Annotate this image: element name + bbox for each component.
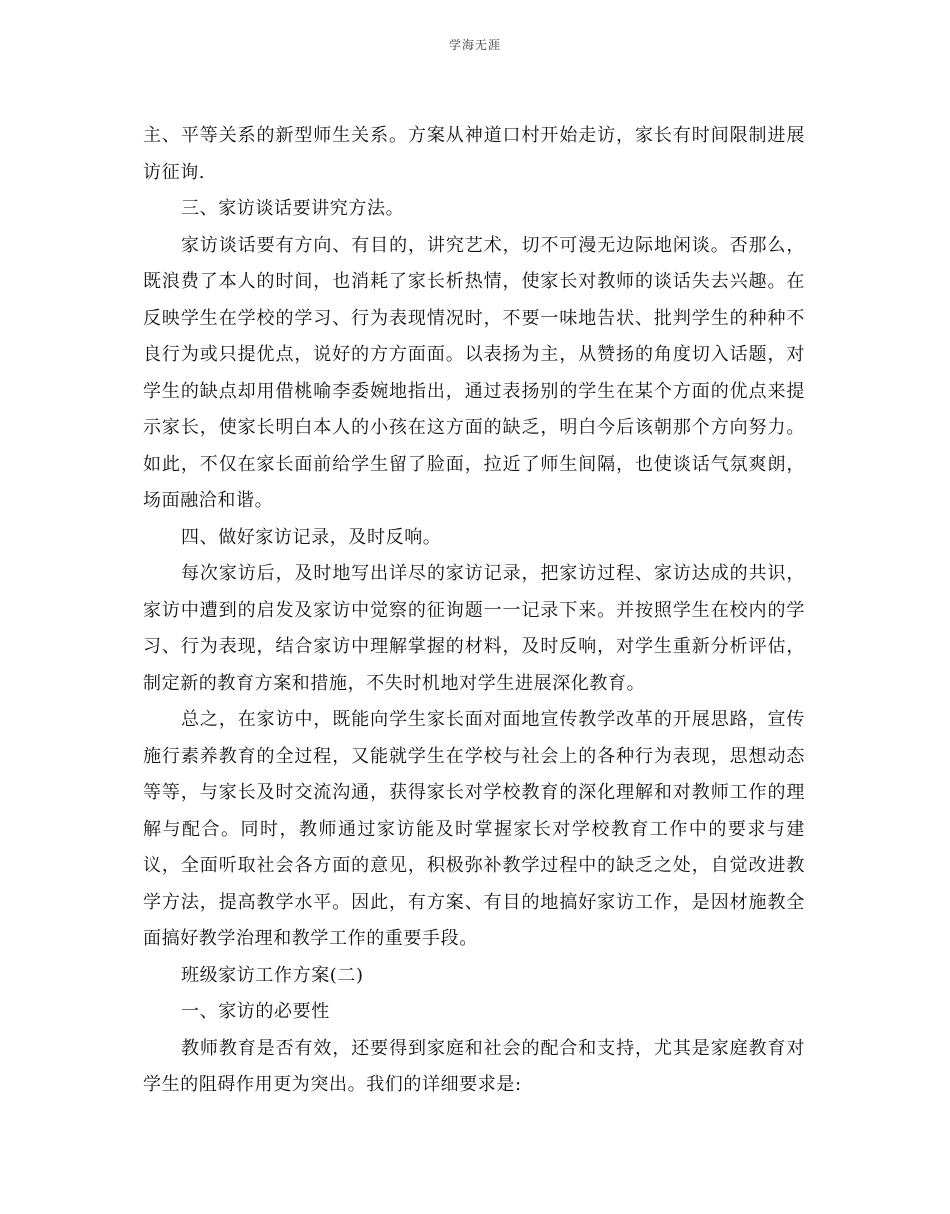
page-header: 学海无涯 bbox=[448, 38, 501, 52]
document-subtitle: 班级家访工作方案(二) bbox=[181, 964, 364, 986]
section-heading-1: 一、家访的必要性 bbox=[181, 1001, 330, 1022]
paragraph-9: 教师教育是否有效，还要得到家庭和社会的配合和支持，尤其是家庭教育对学生的阻碍作用更为突出。我们的详细要求是: bbox=[143, 1037, 805, 1095]
section-heading-3: 三、家访谈话要讲究方法。 bbox=[181, 198, 405, 219]
document-body bbox=[143, 118, 805, 1104]
paragraph-5: 每次家访后，及时地写出详尽的家访记录，把家访过程、家访达成的共识，家访中遭到的启发及家访中觉察的征询题一一记录下来。并按照学生在校内的学习、行为表现，结合家访中理解掌握的材料，及时反响，对学生重新分析评估，制定新的教育方案和措施，不失时机地对学生进展深化教育。 bbox=[143, 563, 805, 694]
paragraph-1: 主、平等关系的新型师生关系。方案从神道口村开始走访，家长有时间限制进展访征询. bbox=[143, 125, 805, 183]
paragraph-3: 家访谈话要有方向、有目的，讲究艺术，切不可漫无边际地闲谈。否那么，既浪费了本人的时间，也消耗了家长析热情，使家长对教师的谈话失去兴趣。在反映学生在学校的学习、行为表现情况时，不要一味地告状、批判学生的种种不良行为或只提优点，说好的方方面面。以表扬为主，从赞扬的角度切入话题，对学生的缺点却用借桃喻李委婉地指出，通过表扬别的学生在某个方面的优点来提示家长，使家长明白本人的小孩在这方面的缺乏，明白今后该朝那个方向努力。如此，不仅在家长面前给学生留了脸面，拉近了师生间隔，也使谈话气氛爽朗，场面融洽和谐。 bbox=[143, 234, 805, 511]
section-heading-4: 四、做好家访记录，及时反响。 bbox=[181, 526, 442, 548]
paragraph-6: 总之，在家访中，既能向学生家长面对面地宣传教学改革的开展思路，宣传施行素养教育的全过程，又能就学生在学校与社会上的各种行为表现，思想动态等等，与家长及时交流沟通，获得家长对学校教育的深化理解和对教师工作的理解与配合。同时，教师通过家访能及时掌握家长对学校教育工作中的要求与建议，全面听取社会各方面的意见，积极弥补教学过程中的缺乏之处，自觉改进教学方法，提高教学水平。因此，有方案、有目的地搞好家访工作，是因材施教全面搞好教学治理和教学工作的重要手段。 bbox=[143, 709, 805, 949]
